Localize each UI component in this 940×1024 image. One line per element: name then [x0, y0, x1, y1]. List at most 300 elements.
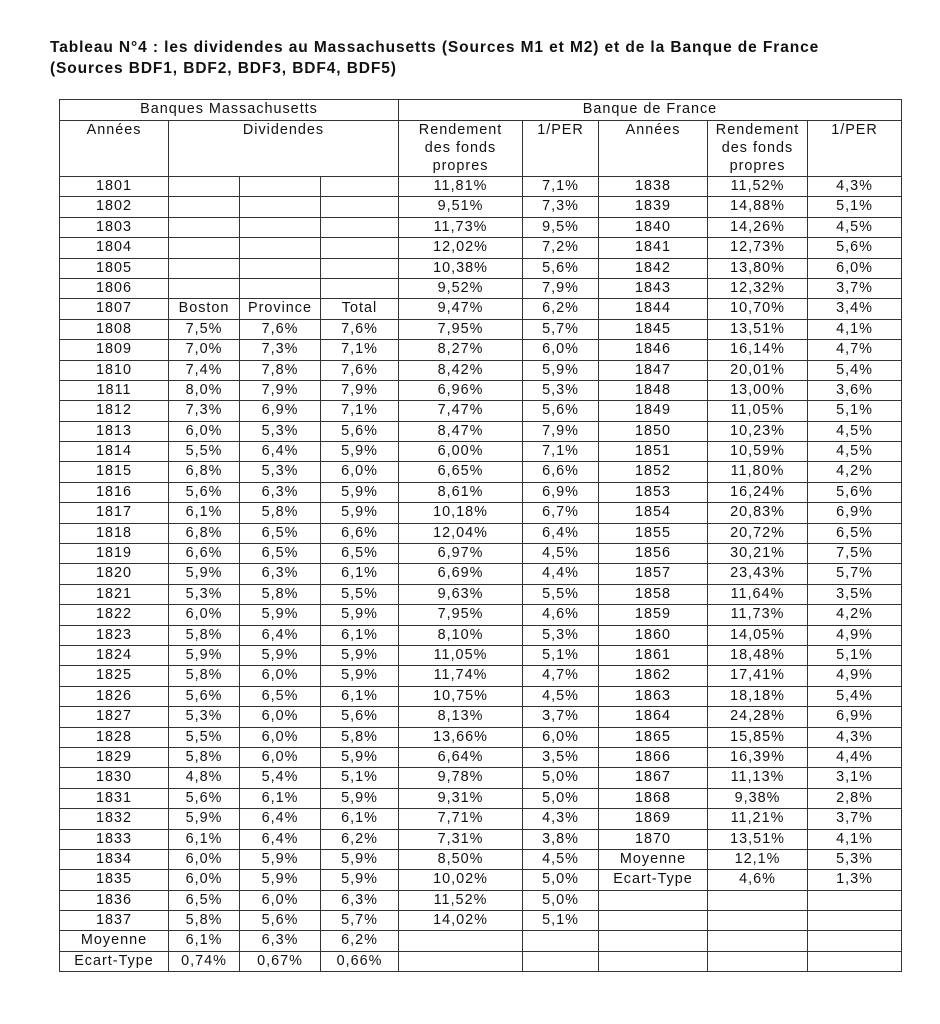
rendement-header	[399, 121, 523, 177]
total-cell: 5,9%	[321, 503, 399, 523]
province-cell: 5,8%	[240, 584, 321, 604]
per-cell: 5,9%	[523, 360, 599, 380]
table-row	[60, 523, 902, 543]
per-bdf-cell	[808, 931, 902, 951]
rendement-cell: 6,00%	[399, 442, 523, 462]
total-cell	[321, 217, 399, 237]
table-row	[60, 421, 902, 441]
per-cell: 5,3%	[523, 380, 599, 400]
rendement-cell: 10,18%	[399, 503, 523, 523]
per-header: 1/PER	[523, 121, 599, 177]
rendement-bdf-cell: 13,51%	[708, 319, 808, 339]
year-bdf-cell	[599, 890, 708, 910]
year-bdf-cell: 1866	[599, 747, 708, 767]
per-cell: 4,5%	[523, 544, 599, 564]
rendement-cell: 8,50%	[399, 849, 523, 869]
year-cell: 1820	[60, 564, 169, 584]
rendement-cell: 9,63%	[399, 584, 523, 604]
per-cell: 5,0%	[523, 890, 599, 910]
per-bdf-cell: 5,7%	[808, 564, 902, 584]
boston-cell: 5,6%	[169, 482, 240, 502]
rendement-bdf-cell: 14,05%	[708, 625, 808, 645]
year-cell: 1825	[60, 666, 169, 686]
year-cell: 1805	[60, 258, 169, 278]
total-cell: 5,9%	[321, 849, 399, 869]
per-bdf-cell: 5,4%	[808, 686, 902, 706]
year-bdf-cell: 1846	[599, 340, 708, 360]
per-cell	[523, 931, 599, 951]
year-cell: 1833	[60, 829, 169, 849]
table-row	[60, 809, 902, 829]
boston-cell: 7,0%	[169, 340, 240, 360]
per-cell: 6,6%	[523, 462, 599, 482]
year-cell: 1828	[60, 727, 169, 747]
province-cell: 0,67%	[240, 951, 321, 971]
per-bdf-cell: 7,5%	[808, 544, 902, 564]
total-cell: 5,1%	[321, 768, 399, 788]
rendement-bdf-cell: 18,48%	[708, 645, 808, 665]
per-cell: 6,7%	[523, 503, 599, 523]
table-row	[60, 503, 902, 523]
per-bdf-cell: 3,6%	[808, 380, 902, 400]
table-row	[60, 788, 902, 808]
year-bdf-cell: 1867	[599, 768, 708, 788]
year-bdf-cell: 1869	[599, 809, 708, 829]
boston-cell: 5,6%	[169, 686, 240, 706]
rendement-cell: 11,74%	[399, 666, 523, 686]
per-bdf-cell: 3,1%	[808, 768, 902, 788]
per-bdf-cell: 4,1%	[808, 319, 902, 339]
year-bdf-cell: 1863	[599, 686, 708, 706]
total-cell	[321, 258, 399, 278]
rendement-bdf-cell: 11,52%	[708, 177, 808, 197]
year-cell: 1809	[60, 340, 169, 360]
year-cell: 1806	[60, 278, 169, 298]
year-bdf-cell: 1861	[599, 645, 708, 665]
total-cell: 5,9%	[321, 645, 399, 665]
province-cell: 5,3%	[240, 462, 321, 482]
rendement-bdf-cell: 9,38%	[708, 788, 808, 808]
table-row	[60, 870, 902, 890]
rendement-bdf-cell: 11,13%	[708, 768, 808, 788]
per-bdf-cell: 6,0%	[808, 258, 902, 278]
total-cell: 7,6%	[321, 360, 399, 380]
rendement-cell: 9,78%	[399, 768, 523, 788]
boston-cell	[169, 238, 240, 258]
table-row	[60, 911, 902, 931]
year-bdf-cell: 1853	[599, 482, 708, 502]
year-bdf-cell: 1851	[599, 442, 708, 462]
rendement-bdf-cell: 10,70%	[708, 299, 808, 319]
total-cell	[321, 278, 399, 298]
table-row	[60, 768, 902, 788]
rendement2-header-line3: propres	[729, 158, 786, 174]
table-row	[60, 707, 902, 727]
boston-cell: 5,8%	[169, 747, 240, 767]
total-cell: 5,8%	[321, 727, 399, 747]
year-cell: 1816	[60, 482, 169, 502]
year-bdf-cell: 1841	[599, 238, 708, 258]
province-cell: 6,0%	[240, 666, 321, 686]
rendement-header-line3: propres	[432, 158, 489, 174]
rendement-bdf-cell	[708, 951, 808, 971]
boston-cell: 5,3%	[169, 707, 240, 727]
rendement-bdf-cell: 11,21%	[708, 809, 808, 829]
rendement-cell: 6,69%	[399, 564, 523, 584]
rendement-bdf-cell: 13,51%	[708, 829, 808, 849]
per-cell: 6,9%	[523, 482, 599, 502]
rendement-cell: 8,61%	[399, 482, 523, 502]
per-cell: 5,7%	[523, 319, 599, 339]
boston-cell: 6,1%	[169, 503, 240, 523]
per-cell: 9,5%	[523, 217, 599, 237]
total-cell: 5,9%	[321, 788, 399, 808]
rendement-cell: 14,02%	[399, 911, 523, 931]
boston-cell: 6,5%	[169, 890, 240, 910]
year-bdf-cell	[599, 911, 708, 931]
per-cell: 6,0%	[523, 340, 599, 360]
boston-cell: 5,9%	[169, 645, 240, 665]
rendement-bdf-cell: 16,14%	[708, 340, 808, 360]
year-bdf-cell: 1849	[599, 401, 708, 421]
table-row	[60, 645, 902, 665]
province-cell: 6,5%	[240, 523, 321, 543]
year-cell: 1832	[60, 809, 169, 829]
rendement-cell	[399, 951, 523, 971]
per-cell: 5,1%	[523, 645, 599, 665]
year-cell: 1830	[60, 768, 169, 788]
rendement-cell: 6,96%	[399, 380, 523, 400]
per-cell: 5,0%	[523, 788, 599, 808]
rendement-bdf-cell: 15,85%	[708, 727, 808, 747]
rendement-bdf-cell: 12,1%	[708, 849, 808, 869]
per-cell: 7,2%	[523, 238, 599, 258]
rendement-cell: 8,42%	[399, 360, 523, 380]
per-bdf-cell	[808, 911, 902, 931]
province-cell	[240, 278, 321, 298]
year-cell: 1810	[60, 360, 169, 380]
table-row	[60, 238, 902, 258]
table-row	[60, 686, 902, 706]
province-cell: 6,0%	[240, 747, 321, 767]
rendement-cell: 9,47%	[399, 299, 523, 319]
total-cell: 5,9%	[321, 870, 399, 890]
table-row	[60, 360, 902, 380]
table-row	[60, 727, 902, 747]
rendement-cell: 11,52%	[399, 890, 523, 910]
rendement-cell: 9,31%	[399, 788, 523, 808]
table-row	[60, 544, 902, 564]
year-bdf-cell: 1838	[599, 177, 708, 197]
province-cell: 6,4%	[240, 809, 321, 829]
year-bdf-cell: 1855	[599, 523, 708, 543]
province-cell: 7,9%	[240, 380, 321, 400]
province-cell: 6,5%	[240, 544, 321, 564]
rendement-cell: 10,02%	[399, 870, 523, 890]
year-cell: 1829	[60, 747, 169, 767]
rendement-cell: 9,52%	[399, 278, 523, 298]
per-cell: 4,7%	[523, 666, 599, 686]
boston-cell: 4,8%	[169, 768, 240, 788]
rendement-bdf-cell: 11,73%	[708, 605, 808, 625]
per2-header: 1/PER	[808, 121, 902, 177]
rendement-cell	[399, 931, 523, 951]
per-cell: 4,5%	[523, 686, 599, 706]
per-cell: 7,1%	[523, 442, 599, 462]
year-cell: 1831	[60, 788, 169, 808]
total-cell: 6,2%	[321, 931, 399, 951]
total-cell: 5,9%	[321, 666, 399, 686]
per-cell: 4,5%	[523, 849, 599, 869]
province-cell: 5,9%	[240, 605, 321, 625]
per-cell: 3,8%	[523, 829, 599, 849]
year-cell: 1835	[60, 870, 169, 890]
table-row	[60, 278, 902, 298]
header-row-columns	[60, 121, 902, 177]
year-bdf-cell: 1858	[599, 584, 708, 604]
year-bdf-cell: 1859	[599, 605, 708, 625]
province-cell: 6,3%	[240, 564, 321, 584]
per-cell: 6,4%	[523, 523, 599, 543]
province-cell	[240, 217, 321, 237]
year-cell: 1827	[60, 707, 169, 727]
year-cell: 1804	[60, 238, 169, 258]
boston-cell: 5,5%	[169, 727, 240, 747]
rendement-bdf-cell: 16,39%	[708, 747, 808, 767]
total-cell: 0,66%	[321, 951, 399, 971]
per-bdf-cell: 4,2%	[808, 605, 902, 625]
rendement-bdf-cell: 11,64%	[708, 584, 808, 604]
per-bdf-cell: 4,5%	[808, 217, 902, 237]
province-cell	[240, 177, 321, 197]
year-cell: 1802	[60, 197, 169, 217]
table-row	[60, 890, 902, 910]
per-cell: 3,5%	[523, 747, 599, 767]
year-cell: 1824	[60, 645, 169, 665]
table-title: Tableau N°4 : les dividendes au Massachusetts (Sources M1 et M2) et de la Banque de France (Sources BDF1, BDF2, BDF3, BDF4, BDF5)	[50, 39, 820, 77]
rendement-cell: 8,10%	[399, 625, 523, 645]
rendement-bdf-cell: 30,21%	[708, 544, 808, 564]
province-cell: 7,8%	[240, 360, 321, 380]
year-bdf-cell: 1852	[599, 462, 708, 482]
rendement-cell: 8,13%	[399, 707, 523, 727]
rendement-cell: 9,51%	[399, 197, 523, 217]
total-cell: 6,5%	[321, 544, 399, 564]
year-cell: 1817	[60, 503, 169, 523]
boston-cell	[169, 258, 240, 278]
per-bdf-cell: 3,5%	[808, 584, 902, 604]
year-cell: 1823	[60, 625, 169, 645]
total-cell: Total	[321, 299, 399, 319]
rendement-bdf-cell: 13,00%	[708, 380, 808, 400]
province-cell: 6,4%	[240, 625, 321, 645]
bdf-group-header: Banque de France	[399, 100, 902, 121]
per-cell: 5,6%	[523, 258, 599, 278]
rendement-header-line1: Rendement	[418, 122, 503, 138]
year-cell: 1811	[60, 380, 169, 400]
rendement-bdf-cell: 10,59%	[708, 442, 808, 462]
year-cell: 1818	[60, 523, 169, 543]
year-cell: 1813	[60, 421, 169, 441]
per-cell: 5,5%	[523, 584, 599, 604]
year-bdf-cell: 1845	[599, 319, 708, 339]
boston-cell: 6,0%	[169, 870, 240, 890]
province-cell: 6,4%	[240, 442, 321, 462]
boston-cell: 6,8%	[169, 462, 240, 482]
rendement-bdf-cell: 12,32%	[708, 278, 808, 298]
total-cell: 7,1%	[321, 401, 399, 421]
year-bdf-cell: 1850	[599, 421, 708, 441]
per-cell: 5,6%	[523, 401, 599, 421]
table-row	[60, 625, 902, 645]
total-cell	[321, 197, 399, 217]
rendement-bdf-cell: 12,73%	[708, 238, 808, 258]
year-bdf-cell: 1842	[599, 258, 708, 278]
per-cell: 5,0%	[523, 870, 599, 890]
per-bdf-cell: 5,1%	[808, 401, 902, 421]
total-cell: 5,6%	[321, 707, 399, 727]
table-row	[60, 951, 902, 971]
year-bdf-cell: 1843	[599, 278, 708, 298]
rendement2-header-line2: des fonds	[721, 140, 794, 156]
province-cell	[240, 258, 321, 278]
year-cell: 1807	[60, 299, 169, 319]
per-bdf-cell: 5,4%	[808, 360, 902, 380]
year-cell: Ecart-Type	[60, 951, 169, 971]
year-bdf-cell: 1860	[599, 625, 708, 645]
rendement-cell: 7,95%	[399, 605, 523, 625]
total-cell: 5,6%	[321, 421, 399, 441]
per-cell: 7,3%	[523, 197, 599, 217]
total-cell: 6,1%	[321, 564, 399, 584]
per-bdf-cell: 4,7%	[808, 340, 902, 360]
header-row-groups	[60, 100, 902, 121]
year-bdf-cell: Moyenne	[599, 849, 708, 869]
per-bdf-cell: 4,1%	[808, 829, 902, 849]
boston-cell: 6,6%	[169, 544, 240, 564]
year-bdf-cell: 1868	[599, 788, 708, 808]
boston-cell: 7,5%	[169, 319, 240, 339]
table-row	[60, 829, 902, 849]
boston-cell: 5,5%	[169, 442, 240, 462]
rendement-header-line2: des fonds	[424, 140, 497, 156]
boston-cell: 6,1%	[169, 931, 240, 951]
rendement-bdf-cell: 11,05%	[708, 401, 808, 421]
year-cell: 1812	[60, 401, 169, 421]
province-cell: 5,9%	[240, 870, 321, 890]
year-bdf-cell: 1856	[599, 544, 708, 564]
year-bdf-cell: Ecart-Type	[599, 870, 708, 890]
total-cell: 6,0%	[321, 462, 399, 482]
per-cell: 7,9%	[523, 421, 599, 441]
per-bdf-cell: 4,2%	[808, 462, 902, 482]
total-cell: 6,1%	[321, 809, 399, 829]
province-cell: 5,4%	[240, 768, 321, 788]
table-row	[60, 564, 902, 584]
province-cell: 6,0%	[240, 727, 321, 747]
rendement-cell: 8,27%	[399, 340, 523, 360]
year-cell: 1808	[60, 319, 169, 339]
per-bdf-cell: 5,6%	[808, 482, 902, 502]
rendement-bdf-cell	[708, 911, 808, 931]
boston-cell: 6,8%	[169, 523, 240, 543]
annees-bdf-header: Années	[599, 121, 708, 177]
province-cell: Province	[240, 299, 321, 319]
table-row	[60, 217, 902, 237]
boston-cell: 5,8%	[169, 625, 240, 645]
total-cell: 5,7%	[321, 911, 399, 931]
boston-cell: 6,1%	[169, 829, 240, 849]
table-row	[60, 258, 902, 278]
rendement-bdf-cell: 20,01%	[708, 360, 808, 380]
year-bdf-cell: 1870	[599, 829, 708, 849]
year-cell: 1821	[60, 584, 169, 604]
per-cell: 5,3%	[523, 625, 599, 645]
per-bdf-cell: 4,4%	[808, 747, 902, 767]
rendement-bdf-cell	[708, 890, 808, 910]
per-bdf-cell	[808, 890, 902, 910]
rendement-cell: 12,02%	[399, 238, 523, 258]
annees-header: Années	[60, 121, 169, 177]
rendement-bdf-cell: 16,24%	[708, 482, 808, 502]
total-cell: 5,9%	[321, 482, 399, 502]
total-cell	[321, 177, 399, 197]
rendement-bdf-cell: 10,23%	[708, 421, 808, 441]
rendement2-header-line1: Rendement	[715, 122, 800, 138]
boston-cell: 7,3%	[169, 401, 240, 421]
per-bdf-cell: 5,6%	[808, 238, 902, 258]
rendement-cell: 11,05%	[399, 645, 523, 665]
per-bdf-cell: 4,3%	[808, 727, 902, 747]
boston-cell: 5,6%	[169, 788, 240, 808]
rendement-bdf-cell: 18,18%	[708, 686, 808, 706]
per-bdf-cell	[808, 951, 902, 971]
year-bdf-cell: 1862	[599, 666, 708, 686]
boston-cell	[169, 278, 240, 298]
total-cell: 6,6%	[321, 523, 399, 543]
table-row	[60, 401, 902, 421]
per-cell: 6,0%	[523, 727, 599, 747]
year-bdf-cell: 1847	[599, 360, 708, 380]
per-bdf-cell: 3,4%	[808, 299, 902, 319]
year-bdf-cell: 1865	[599, 727, 708, 747]
per-bdf-cell: 4,3%	[808, 177, 902, 197]
year-cell: 1801	[60, 177, 169, 197]
boston-cell	[169, 177, 240, 197]
year-cell: 1814	[60, 442, 169, 462]
rendement-bdf-cell: 17,41%	[708, 666, 808, 686]
year-bdf-cell: 1844	[599, 299, 708, 319]
boston-cell	[169, 217, 240, 237]
table-row	[60, 197, 902, 217]
rendement-bdf-cell: 11,80%	[708, 462, 808, 482]
rendement2-header	[708, 121, 808, 177]
province-cell: 6,4%	[240, 829, 321, 849]
boston-cell: 5,8%	[169, 666, 240, 686]
rendement-bdf-cell	[708, 931, 808, 951]
table-row	[60, 605, 902, 625]
province-cell: 6,1%	[240, 788, 321, 808]
province-cell: 7,6%	[240, 319, 321, 339]
per-cell: 5,0%	[523, 768, 599, 788]
province-cell: 7,3%	[240, 340, 321, 360]
year-bdf-cell: 1839	[599, 197, 708, 217]
province-cell	[240, 238, 321, 258]
rendement-bdf-cell: 13,80%	[708, 258, 808, 278]
boston-cell: 5,9%	[169, 564, 240, 584]
year-cell: 1815	[60, 462, 169, 482]
boston-cell: 5,3%	[169, 584, 240, 604]
